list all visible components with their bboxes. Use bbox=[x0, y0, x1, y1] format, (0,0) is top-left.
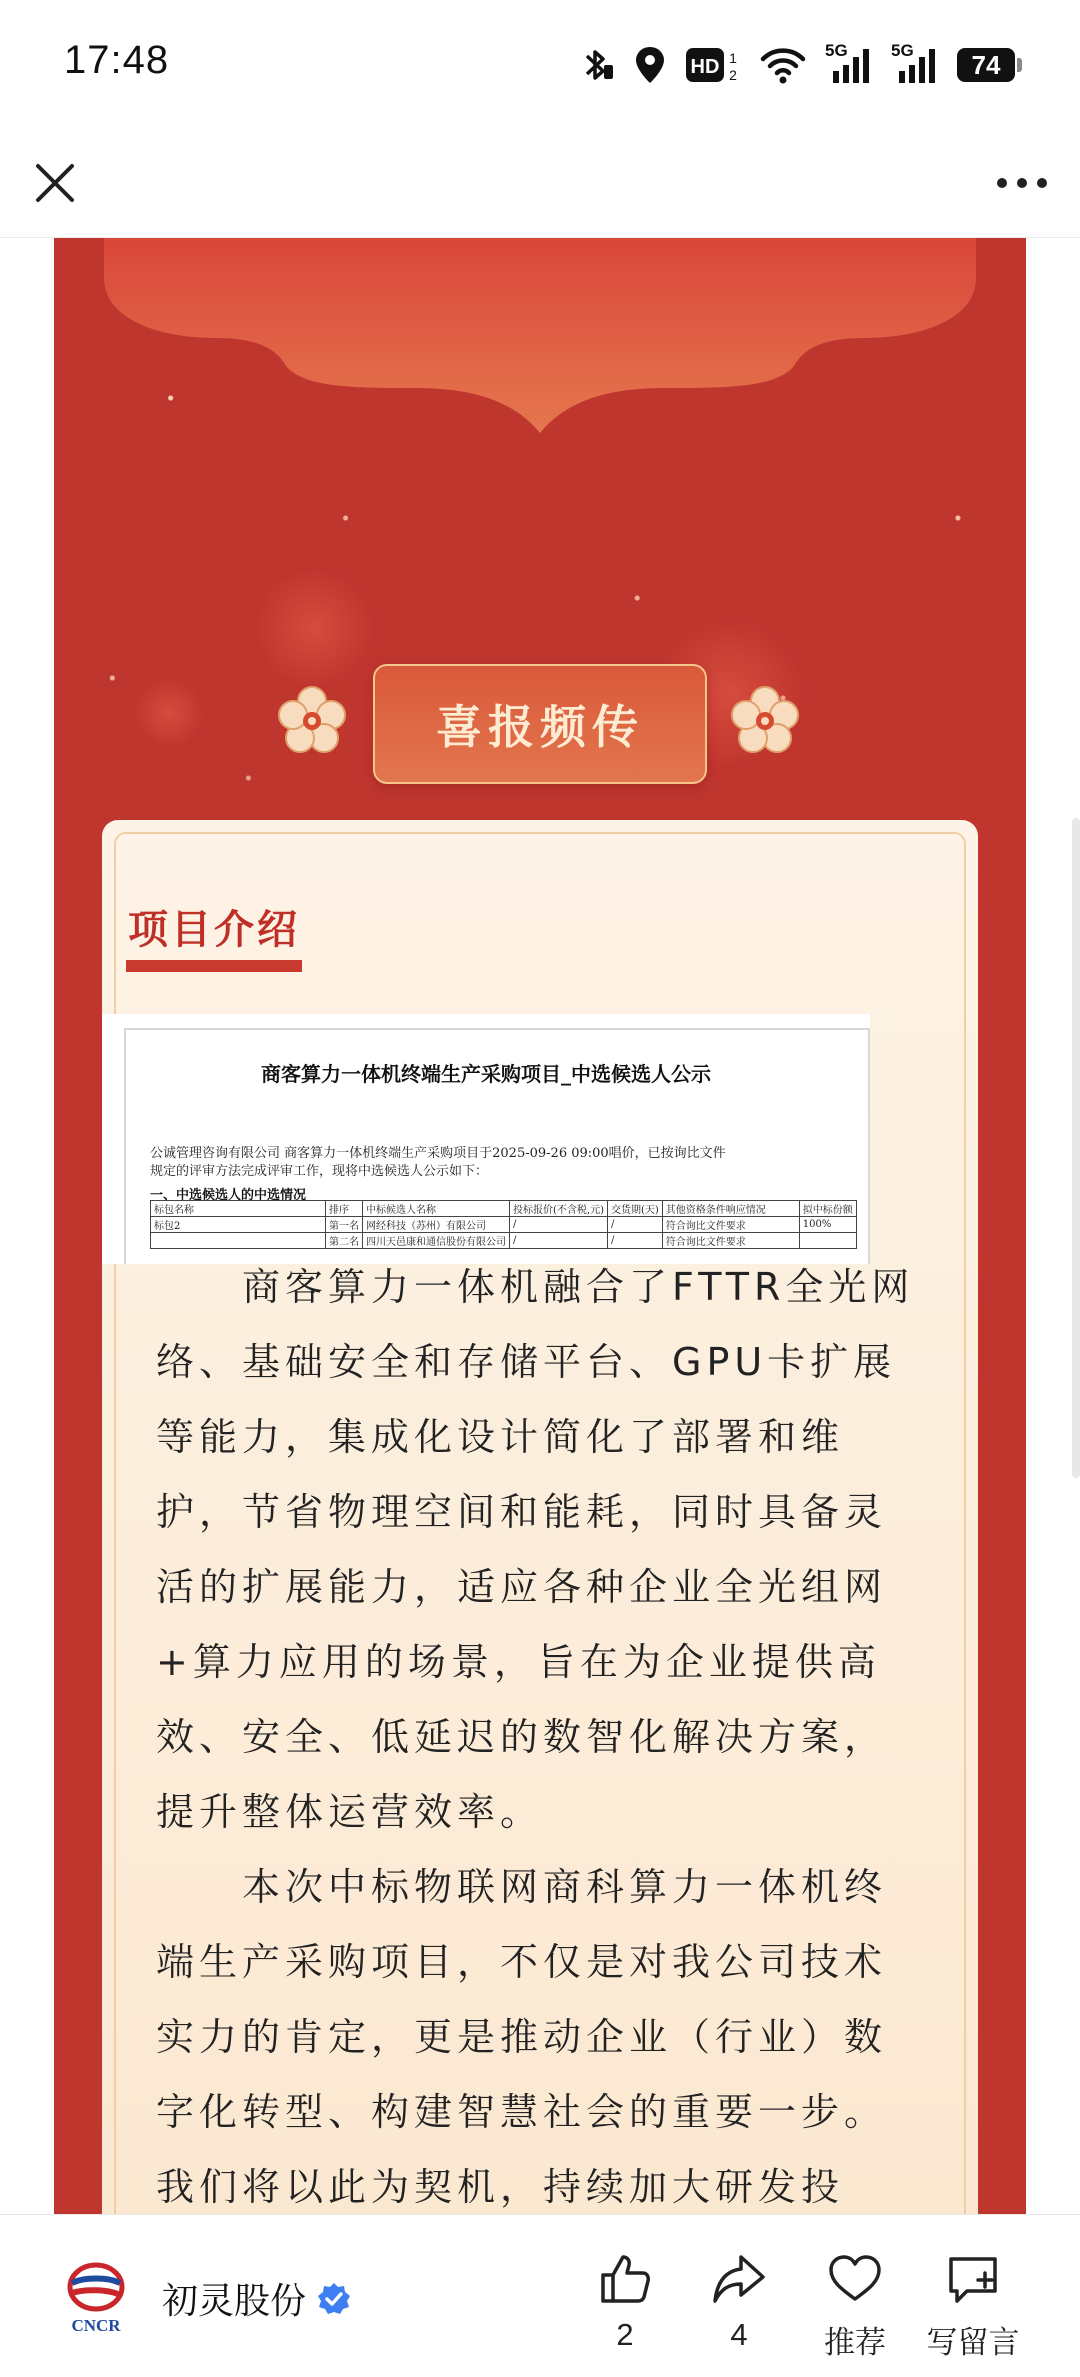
section-title: 项目介绍 bbox=[128, 907, 300, 953]
scrollbar[interactable] bbox=[1072, 818, 1080, 1478]
verified-badge-icon bbox=[316, 2281, 352, 2317]
table-cell: 100% bbox=[799, 1217, 856, 1233]
section-title-underline bbox=[126, 960, 302, 972]
like-count: 2 bbox=[616, 2317, 634, 2352]
like-button[interactable] bbox=[570, 2251, 680, 2353]
recommend-button[interactable] bbox=[800, 2251, 910, 2362]
status-bar bbox=[0, 0, 1080, 130]
table-header-cell: 拟中标份额 bbox=[799, 1201, 856, 1217]
scallop-header-decoration bbox=[104, 238, 976, 438]
comment-add-icon bbox=[945, 2251, 1001, 2307]
table-cell: 第一名 bbox=[326, 1217, 363, 1233]
svg-text:1: 1 bbox=[729, 50, 737, 66]
bottom-action-bar bbox=[0, 2214, 1080, 2377]
share-count: 4 bbox=[730, 2317, 748, 2352]
table-header-cell: 排序 bbox=[326, 1201, 363, 1217]
signal-5g-2: 5G bbox=[891, 45, 939, 85]
write-comment-label: 写留言 bbox=[926, 2325, 1020, 2360]
account-name[interactable] bbox=[162, 2273, 352, 2324]
status-icons bbox=[575, 40, 1022, 90]
thumbs-up-icon bbox=[597, 2251, 653, 2307]
document-line: 规定的评审方法完成评审工作，现将中选候选人公示如下： bbox=[150, 1164, 489, 1179]
battery-indicator bbox=[957, 48, 1022, 82]
table-cell: 网经科技（苏州）有限公司 bbox=[363, 1217, 510, 1233]
account-name-text: 初灵股份 bbox=[162, 2281, 307, 2322]
document-title: 商客算力一体机终端生产采购项目_中选候选人公示 bbox=[261, 1062, 711, 1086]
banner-title: 喜报频传 bbox=[373, 664, 707, 784]
table-cell bbox=[799, 1233, 856, 1249]
announcement-document-image[interactable] bbox=[102, 1014, 870, 1264]
article-body bbox=[156, 1250, 926, 2225]
plum-blossom-icon bbox=[729, 685, 801, 757]
table-header-cell: 交货期(天) bbox=[607, 1201, 662, 1217]
table-cell: / bbox=[510, 1217, 608, 1233]
table-header-cell: 中标候选人名称 bbox=[363, 1201, 510, 1217]
svg-text:2: 2 bbox=[729, 67, 737, 83]
table-cell: 符合询比文件要求 bbox=[662, 1217, 799, 1233]
table-cell: / bbox=[607, 1233, 662, 1249]
article-paragraph: 本次中标物联网商科算力一体机终端生产采购项目，不仅是对我公司技术实力的肯定，更是推动企业（行业）数字化转型、构建智慧社会的重要一步。我们将以此为契机，持续加大研发投 bbox=[156, 1865, 888, 2209]
lantern-glow-decoration bbox=[254, 568, 374, 688]
svg-text:HD: HD bbox=[690, 56, 720, 78]
table-cell: 符合询比文件要求 bbox=[662, 1233, 799, 1249]
bluetooth-icon bbox=[575, 45, 615, 85]
write-comment-button[interactable] bbox=[918, 2251, 1028, 2362]
location-icon bbox=[633, 45, 667, 85]
table-header-row bbox=[151, 1201, 857, 1217]
table-header-cell: 投标报价(不含税,元) bbox=[510, 1201, 608, 1217]
status-time: 17:48 bbox=[64, 38, 170, 82]
wifi-icon bbox=[759, 45, 807, 85]
table-cell: / bbox=[510, 1233, 608, 1249]
document-subheading: 一、中选候选人的中选情况 bbox=[150, 1188, 307, 1203]
battery-level: 74 bbox=[957, 48, 1015, 82]
more-options-icon[interactable] bbox=[992, 158, 1052, 208]
lantern-glow-decoration bbox=[134, 678, 204, 748]
table-cell: 标包2 bbox=[151, 1217, 326, 1233]
share-icon bbox=[711, 2251, 767, 2307]
plum-blossom-icon bbox=[276, 685, 348, 757]
logo-text: CNCR bbox=[71, 2316, 121, 2335]
cncr-logo-icon[interactable] bbox=[60, 2261, 132, 2337]
share-button[interactable] bbox=[684, 2251, 794, 2353]
document-line: 公诚管理咨询有限公司 商客算力一体机终端生产采购项目于2025-09-26 09:00唱价，已按询比文件 bbox=[150, 1146, 726, 1161]
table-row bbox=[151, 1217, 857, 1233]
table-cell: 第二名 bbox=[326, 1233, 363, 1249]
table-row bbox=[151, 1233, 857, 1249]
close-icon[interactable] bbox=[30, 158, 80, 208]
recommend-label: 推荐 bbox=[824, 2325, 886, 2360]
candidate-table bbox=[150, 1200, 857, 1249]
table-cell bbox=[151, 1233, 326, 1249]
signal-5g-1: 5G bbox=[825, 45, 873, 85]
article-paragraph: 商客算力一体机融合了FTTR全光网络、基础安全和存储平台、GPU卡扩展等能力，集成化设计简化了部署和维护，节省物理空间和能耗，同时具备灵活的扩展能力，适应各种企业全光组网+算力应用的场景，旨在为企业提供高效、安全、低延迟的数智化解决方案，提升整体运营效率。 bbox=[156, 1265, 915, 1834]
top-nav-bar bbox=[0, 130, 1080, 238]
hd-icon bbox=[685, 45, 741, 85]
table-header-cell: 标包名称 bbox=[151, 1201, 326, 1217]
table-cell: / bbox=[607, 1217, 662, 1233]
heart-icon bbox=[827, 2251, 883, 2307]
table-header-cell: 其他资格条件响应情况 bbox=[662, 1201, 799, 1217]
battery-tip bbox=[1017, 58, 1022, 72]
table-cell: 四川天邑康和通信股份有限公司 bbox=[363, 1233, 510, 1249]
